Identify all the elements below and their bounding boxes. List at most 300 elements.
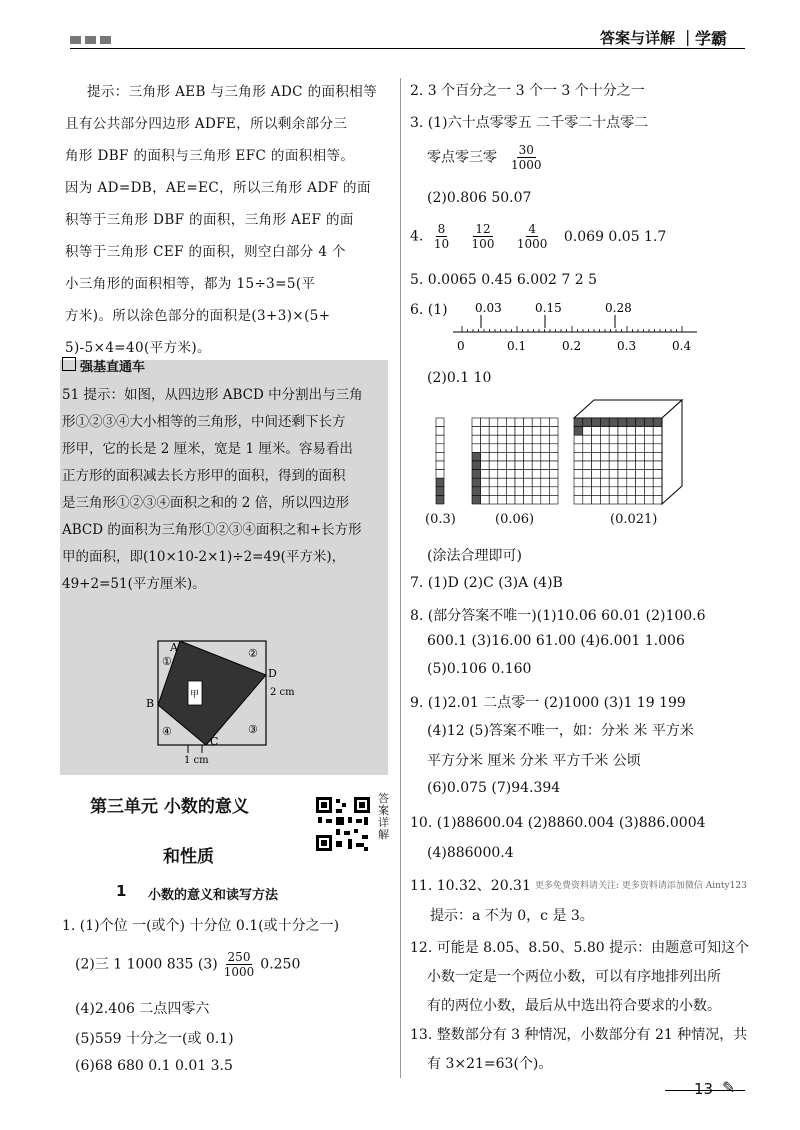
grid-cell — [515, 418, 524, 427]
answer-line: 1. (1)个位 一(或个) 十分位 0.1(或十分之一) — [62, 918, 340, 934]
number-line-mark: 0.15 — [535, 301, 562, 315]
answer-line: 600.1 (3)16.00 61.00 (4)6.001 1.006 — [427, 633, 685, 649]
grid-cell — [532, 470, 541, 479]
grid-cell — [609, 478, 618, 487]
grid-cell — [653, 470, 662, 479]
grid-cell — [524, 435, 533, 444]
grid-cell — [472, 452, 481, 461]
grid-cell — [653, 418, 662, 427]
number-line — [445, 300, 705, 356]
grid-cell — [506, 435, 515, 444]
grid-cell — [481, 435, 490, 444]
grid-cell — [618, 495, 627, 504]
grid-cell — [574, 461, 583, 470]
grid-tenths — [436, 418, 444, 504]
grid-cell — [498, 444, 507, 453]
grid-cell — [498, 435, 507, 444]
column-divider — [400, 78, 401, 1078]
grid-cell — [583, 495, 592, 504]
grid-cell — [592, 495, 601, 504]
grid-cell — [636, 495, 645, 504]
grid-cell — [549, 427, 558, 436]
pencil-icon: ✎ — [722, 1078, 736, 1097]
grid-cell — [541, 452, 550, 461]
section-title: 小数的意义和读写方法 — [148, 888, 279, 903]
grid-cell — [532, 452, 541, 461]
grid-cell — [541, 427, 550, 436]
hint-line: 小三角形的面积相等，都为 15÷3=5(平 — [65, 276, 316, 292]
figure-label: ④ — [162, 725, 172, 738]
grid-cell — [472, 418, 481, 427]
grid-cell — [436, 470, 444, 479]
grid-cell — [592, 487, 601, 496]
grid-cell — [653, 452, 662, 461]
grid-cell — [532, 495, 541, 504]
grid-cell — [644, 461, 653, 470]
grid-cell — [618, 444, 627, 453]
box-line: 49+2=51(平方厘米)。 — [62, 576, 206, 592]
grid-cell — [609, 487, 618, 496]
answer-line: 9. (1)2.01 二点零一 (2)1000 (3)1 19 199 — [410, 695, 686, 711]
grid-cell — [574, 435, 583, 444]
header-decor-square — [70, 36, 81, 44]
answer-line — [75, 950, 300, 979]
unit-title: 第三单元 小数的意义 — [90, 797, 249, 817]
grid-cell — [592, 444, 601, 453]
answer-line: 3. (1)六十点零零五 二千零二十点零二 — [410, 115, 649, 131]
number-line-label: 0.2 — [562, 339, 582, 353]
grid-cell — [627, 452, 636, 461]
grid-cell — [506, 427, 515, 436]
grid-cell — [541, 444, 550, 453]
grid-cell — [532, 418, 541, 427]
dim-label-right: 2 cm — [270, 687, 295, 698]
grid-cell — [600, 427, 609, 436]
box-line: 51 提示：如图，从四边形 ABCD 中分割出与三角 — [62, 387, 363, 403]
box-line: ABCD 的面积为三角形①②③④面积之和+长方形 — [62, 522, 362, 538]
fraction: $\frac{4}{1000}$ — [516, 222, 548, 251]
grid-cell — [472, 435, 481, 444]
figure-label: ③ — [248, 723, 258, 736]
grid-cell — [618, 427, 627, 436]
grid-cell — [472, 427, 481, 436]
answer-text: 0.069 0.05 1.7 — [563, 228, 667, 245]
hint-line: 方米)。所以涂色部分的面积是(3+3)×(5+ — [65, 308, 331, 324]
answer-line: (4)886000.4 — [427, 845, 514, 861]
grid-cell — [541, 418, 550, 427]
figure-label: ② — [248, 647, 258, 660]
grid-cell — [524, 427, 533, 436]
box-line: 形甲，它的长是 2 厘米，宽是 1 厘米。容易看出 — [62, 441, 353, 457]
grid-cell — [583, 418, 592, 427]
answer-text: 零点零三零 — [427, 149, 497, 166]
answer-line: 13. 整数部分有 3 种情况，小数部分有 21 种情况，共 — [410, 1027, 748, 1043]
grid-cell — [583, 487, 592, 496]
grid-cell — [506, 495, 515, 504]
watermark-text: 更多免费资料请关注: 更多资料请添加微信 Ainty123 — [535, 881, 747, 891]
grid-cell — [549, 418, 558, 427]
grid-cell — [574, 495, 583, 504]
grid-cell — [498, 418, 507, 427]
grid-cell — [489, 427, 498, 436]
grid-cell — [515, 444, 524, 453]
page-number: 13 — [694, 1080, 714, 1098]
grid-cell — [644, 435, 653, 444]
grid-cell — [583, 452, 592, 461]
grid-cell — [627, 418, 636, 427]
answer-line: 有的两位小数，最后从中选出符合要求的小数。 — [427, 998, 721, 1014]
grid-cell — [592, 452, 601, 461]
grid-cell — [506, 461, 515, 470]
qr-caption: 答案详解 — [378, 792, 389, 841]
answer-text: 4. — [410, 228, 424, 245]
grid-cell — [583, 470, 592, 479]
dim-label-bottom: 1 cm — [184, 755, 209, 765]
answer-line: 10. (1)88600.04 (2)8860.004 (3)886.0004 — [410, 815, 706, 831]
grid-thousandths — [574, 400, 682, 504]
grid-cell — [627, 470, 636, 479]
grid-cell — [515, 495, 524, 504]
fraction: $\frac{250}{1000}$ — [223, 950, 255, 979]
grid-cell — [583, 461, 592, 470]
grid-cell — [574, 452, 583, 461]
answer-text: 0.250 — [260, 956, 301, 973]
grid-cell — [627, 495, 636, 504]
answer-line: 有 3×21=63(个)。 — [427, 1056, 553, 1072]
grid-cell — [489, 478, 498, 487]
grid-cell — [489, 452, 498, 461]
hint-line: 且有公共部分四边形 ADFE，所以剩余部分三 — [65, 116, 348, 132]
grid-cell — [506, 487, 515, 496]
grid-cell — [472, 461, 481, 470]
grid-cell — [636, 478, 645, 487]
grid-cell — [583, 427, 592, 436]
grid-cell — [574, 444, 583, 453]
grid-cell — [574, 427, 583, 436]
grid-cell — [506, 418, 515, 427]
grid-cell — [574, 418, 583, 427]
hint-line: 提示：三角形 AEB 与三角形 ADC 的面积相等 — [87, 84, 378, 100]
grid-cell — [627, 435, 636, 444]
answer-line: (2)0.806 50.07 — [427, 190, 532, 206]
grid-cell — [618, 461, 627, 470]
figure-label: 甲 — [190, 690, 200, 700]
unit-title-2: 和性质 — [163, 847, 214, 867]
figure-label: C — [210, 735, 219, 748]
grid-cell — [618, 487, 627, 496]
header-brand: 学霸 — [695, 29, 728, 48]
grid-cell — [592, 461, 601, 470]
grid-cell — [472, 478, 481, 487]
number-line-label: 0 — [457, 339, 465, 353]
grid-cell — [489, 444, 498, 453]
answer-line: (4)2.406 二点四零六 — [75, 1001, 210, 1017]
grid-cell — [636, 487, 645, 496]
figure-label: B — [146, 697, 155, 710]
grid-cell — [481, 478, 490, 487]
book-icon — [62, 357, 76, 371]
cube-side-face — [662, 400, 682, 504]
grid-cell — [574, 487, 583, 496]
answer-line: (5)559 十分之一(或 0.1) — [75, 1031, 234, 1047]
answer-line: 12. 可能是 8.05、8.50、5.80 提示：由题意可知这个 — [410, 940, 750, 956]
grid-cell — [644, 444, 653, 453]
grid-cell — [481, 470, 490, 479]
grid-cell — [549, 461, 558, 470]
grid-cell — [609, 495, 618, 504]
grid-caption: (0.06) — [495, 512, 535, 527]
grid-cell — [436, 427, 444, 436]
grid-cell — [436, 452, 444, 461]
grid-cell — [644, 418, 653, 427]
fraction: $\frac{12}{100}$ — [471, 222, 495, 251]
grid-cell — [653, 495, 662, 504]
grid-cell — [524, 495, 533, 504]
grid-cell — [549, 470, 558, 479]
header-decor-square — [85, 36, 96, 44]
grid-cell — [636, 427, 645, 436]
grid-cell — [472, 487, 481, 496]
grid-cell — [515, 461, 524, 470]
figure-label: ① — [162, 655, 172, 668]
decimal-grids — [432, 398, 732, 510]
grid-cell — [600, 470, 609, 479]
grid-cell — [515, 470, 524, 479]
grid-cell — [600, 418, 609, 427]
grid-cell — [498, 461, 507, 470]
grid-cell — [489, 495, 498, 504]
qr-code-icon[interactable] — [314, 795, 372, 853]
grid-cell — [600, 461, 609, 470]
grid-cell — [609, 452, 618, 461]
grid-cell — [541, 470, 550, 479]
grid-cell — [498, 427, 507, 436]
figure-label: D — [268, 667, 277, 680]
grid-cell — [541, 487, 550, 496]
grid-cell — [506, 452, 515, 461]
hint-line: 因为 AD=DB，AE=EC，所以三角形 ADF 的面 — [65, 180, 371, 196]
grid-cell — [472, 495, 481, 504]
grid-caption: (0.3) — [425, 512, 456, 527]
answer-text: (2)三 1 1000 835 (3) — [75, 956, 218, 973]
fraction: $\frac{30}{1000}$ — [511, 143, 542, 172]
grid-cell — [515, 487, 524, 496]
answer-line: 平方分米 厘米 分米 平方千米 公顷 — [427, 753, 641, 769]
grid-cell — [532, 444, 541, 453]
grid-cell — [549, 478, 558, 487]
grid-cell — [515, 452, 524, 461]
grid-cell — [636, 461, 645, 470]
grid-cell — [515, 427, 524, 436]
number-line-label: 0.1 — [507, 339, 527, 353]
grid-cell — [524, 478, 533, 487]
grid-cell — [489, 461, 498, 470]
box-title: 强基直通车 — [80, 360, 146, 375]
grid-cell — [653, 478, 662, 487]
answer-line: 5. 0.0065 0.45 6.002 7 2 5 — [410, 272, 598, 288]
hint-line: 积等于三角形 DBF 的面积，三角形 AEF 的面 — [65, 212, 354, 228]
grid-cell — [644, 470, 653, 479]
grid-cell — [653, 487, 662, 496]
grid-cell — [583, 478, 592, 487]
header-decor-square — [100, 36, 111, 44]
grid-cell — [436, 478, 444, 487]
grid-cell — [506, 470, 515, 479]
section-number: 1 — [116, 882, 127, 900]
grid-cell — [644, 495, 653, 504]
grid-cell — [472, 470, 481, 479]
grid-cell — [481, 444, 490, 453]
number-line-label: 0.3 — [617, 339, 637, 353]
hint-line: 角形 DBF 的面积与三角形 EFC 的面积相等。 — [65, 148, 355, 164]
grid-cell — [609, 427, 618, 436]
box-line: 正方形的面积减去长方形甲的面积，得到的面积 — [62, 468, 346, 484]
grid-cell — [636, 418, 645, 427]
grid-cell — [515, 478, 524, 487]
grid-cell — [574, 470, 583, 479]
grid-cell — [541, 461, 550, 470]
grid-cell — [532, 461, 541, 470]
answer-line: 提示：a 不为 0，c 是 3。 — [430, 908, 594, 924]
grid-cell — [498, 487, 507, 496]
grid-cell — [524, 487, 533, 496]
answer-line: 2. 3 个百分之一 3 个一 3 个十分之一 — [410, 83, 645, 99]
answer-line: 8. (部分答案不唯一)(1)10.06 60.01 (2)100.6 — [410, 608, 706, 624]
grid-cell — [600, 452, 609, 461]
answer-line: (6)0.075 (7)94.394 — [427, 780, 561, 796]
grid-cell — [644, 427, 653, 436]
grid-cell — [549, 452, 558, 461]
grid-caption: (0.021) — [610, 512, 658, 527]
grid-cell — [481, 487, 490, 496]
answer-line: (2)0.1 10 — [427, 370, 492, 386]
grid-cell — [609, 461, 618, 470]
grid-cell — [583, 444, 592, 453]
figure-label: A — [170, 641, 178, 654]
grid-cell — [627, 478, 636, 487]
grid-cell — [609, 444, 618, 453]
grid-cell — [524, 444, 533, 453]
number-line-label: 0.4 — [672, 339, 692, 353]
grid-cell — [644, 478, 653, 487]
grid-cell — [653, 435, 662, 444]
grid-cell — [609, 435, 618, 444]
grid-cell — [627, 444, 636, 453]
grid-cell — [436, 435, 444, 444]
box-line: 甲的面积，即(10×10-2×1)÷2=49(平方米)， — [62, 549, 346, 565]
grid-cell — [498, 495, 507, 504]
grid-cell — [600, 487, 609, 496]
answer-line: (4)12 (5)答案不唯一，如：分米 米 平方米 — [427, 723, 694, 739]
grid-cell — [506, 478, 515, 487]
grid-cell — [489, 487, 498, 496]
grid-cell — [636, 444, 645, 453]
grid-cell — [436, 495, 444, 504]
grid-cell — [600, 444, 609, 453]
grid-cell — [592, 418, 601, 427]
answer-line — [410, 222, 666, 251]
grid-cell — [524, 470, 533, 479]
grid-cell — [498, 470, 507, 479]
grid-cell — [618, 470, 627, 479]
hint-line: 积等于三角形 CEF 的面积，则空白部分 4 个 — [65, 244, 346, 260]
grid-cell — [627, 487, 636, 496]
grid-cell — [541, 495, 550, 504]
grid-cell — [592, 478, 601, 487]
grid-cell — [532, 435, 541, 444]
answer-line: 11. 10.32、20.31 — [410, 878, 531, 894]
grid-cell — [524, 452, 533, 461]
grid-hundredths — [472, 418, 558, 504]
grid-cell — [506, 444, 515, 453]
grid-cell — [636, 452, 645, 461]
grid-cell — [574, 478, 583, 487]
grid-cell — [489, 435, 498, 444]
grid-cell — [481, 461, 490, 470]
grid-cell — [524, 418, 533, 427]
grid-cell — [618, 435, 627, 444]
grid-cell — [481, 427, 490, 436]
box-line: 形①②③④大小相等的三角形，中间还剩下长方 — [62, 414, 346, 430]
grid-cell — [489, 418, 498, 427]
answer-line: 小数一定是一个两位小数，可以有序地排列出所 — [427, 969, 721, 985]
grid-cell — [627, 461, 636, 470]
grid-cell — [532, 478, 541, 487]
header-separator: | — [685, 27, 691, 46]
grid-cell — [436, 461, 444, 470]
grid-cell — [618, 418, 627, 427]
grid-cell — [618, 478, 627, 487]
grid-cell — [549, 487, 558, 496]
grid-cell — [532, 487, 541, 496]
grid-cell — [524, 461, 533, 470]
grid-cell — [600, 495, 609, 504]
grid-cell — [592, 470, 601, 479]
answer-line: 6. (1) — [410, 302, 448, 318]
grid-cell — [549, 495, 558, 504]
grid-cell — [472, 444, 481, 453]
grid-cell — [583, 435, 592, 444]
answer-line: 7. (1)D (2)C (3)A (4)B — [410, 575, 563, 591]
grid-cell — [541, 478, 550, 487]
grid-cell — [498, 478, 507, 487]
grid-cell — [481, 418, 490, 427]
grid-cell — [532, 427, 541, 436]
grid-cell — [549, 435, 558, 444]
hint-line: 5)-5×4=40(平方米)。 — [65, 340, 211, 356]
grid-cell — [644, 487, 653, 496]
grid-cell — [498, 452, 507, 461]
fraction: $\frac{8}{10}$ — [433, 222, 450, 251]
header-title: 答案与详解 — [600, 29, 676, 47]
grid-cell — [609, 418, 618, 427]
grid-cell — [636, 470, 645, 479]
number-line-ticks — [462, 326, 682, 332]
answer-line: (5)0.106 0.160 — [427, 661, 532, 677]
grid-cell — [600, 435, 609, 444]
grid-cell — [489, 470, 498, 479]
grid-cell — [549, 444, 558, 453]
header-rule — [70, 48, 745, 49]
grid-cell — [644, 452, 653, 461]
grid-cell — [653, 461, 662, 470]
quadrilateral-figure — [140, 635, 310, 765]
grid-cell — [481, 495, 490, 504]
box-line: 是三角形①②③④面积之和的 2 倍，所以四边形 — [62, 495, 350, 511]
grid-cell — [436, 487, 444, 496]
grid-cell — [627, 427, 636, 436]
answer-line — [427, 143, 548, 172]
